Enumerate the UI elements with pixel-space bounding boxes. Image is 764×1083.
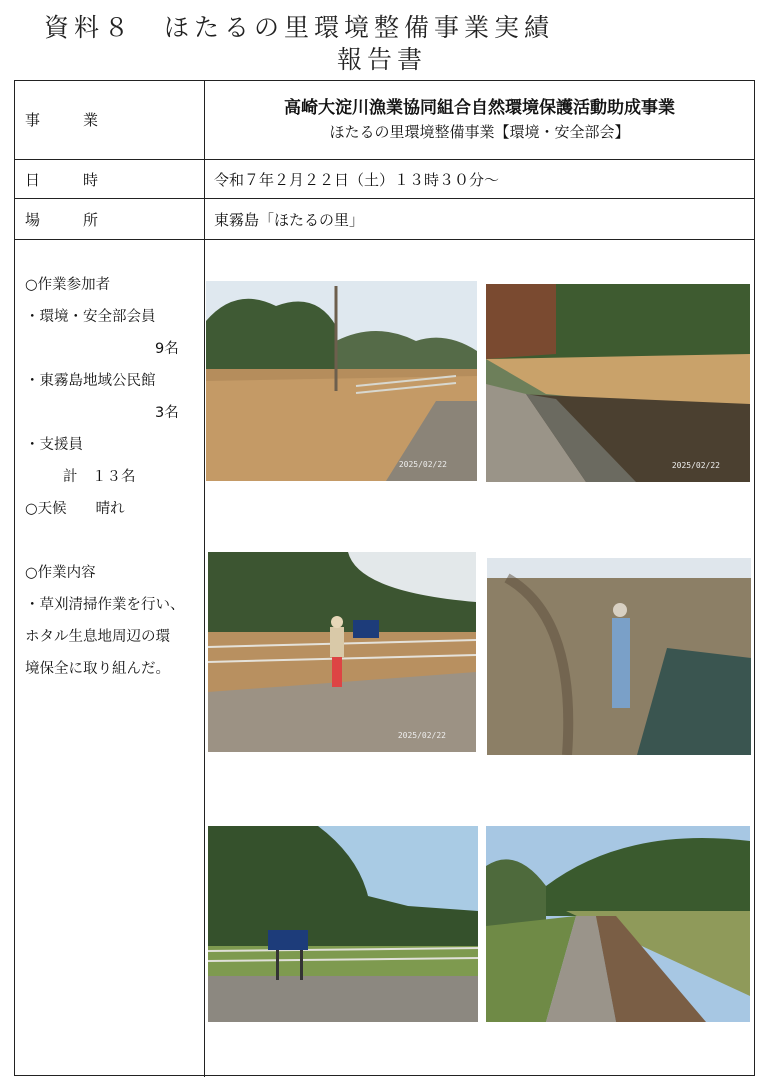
photo-field-before [206,281,477,481]
photo-mowing-work [208,552,476,752]
row-divider [15,198,754,199]
work-heading: ○作業内容 [25,565,96,581]
work-line-3: 境保全に取り組んだ。 [25,661,170,677]
participant-group-3: ・支援員 [25,437,83,453]
project-title: 高崎大淀川漁業協同組合自然環境保護活動助成事業 [284,98,675,118]
photo-sign-area [208,826,478,1022]
participant-group-1: ・環境・安全部会員 [25,309,156,325]
participant-group-1-count: 9名 [155,341,179,357]
row-divider [15,159,754,160]
photo-date-stamp: 2025/02/22 [397,731,446,740]
photo-channel-before [486,284,750,482]
datetime-label: 日 時 [25,171,113,189]
work-line-2: ホタル生息地周辺の環 [25,629,170,645]
participant-group-2-count: 3名 [155,405,179,421]
column-divider [204,81,205,1077]
participants-heading: ○作業参加者 [25,277,111,293]
participant-total: 計 １３名 [63,469,136,485]
work-line-1: ・草刈清掃作業を行い、 [25,597,185,613]
row-divider [15,239,754,240]
datetime-value: 令和７年２月２２日（土）１３時３０分～ [214,171,500,189]
project-label: 事 業 [25,111,113,129]
photo-date-stamp: 2025/02/22 [671,461,720,470]
place-value: 東霧島「ほたるの里」 [214,211,365,229]
participant-group-2: ・東霧島地域公民館 [25,373,156,389]
activity-notes [25,269,185,685]
photo-clearing-brush [487,558,751,755]
document-title-line1: 資料８ ほたるの里環境整備事業実績 [44,13,555,42]
document-title-line2: 報告書 [336,45,427,74]
photo-date-stamp: 2025/02/22 [398,460,447,469]
project-subtitle: ほたるの里環境整備事業【環境・安全部会】 [329,123,630,141]
weather: ○天候 晴れ [25,501,125,517]
photo-channel-after [486,826,750,1022]
place-label: 場 所 [25,211,113,229]
